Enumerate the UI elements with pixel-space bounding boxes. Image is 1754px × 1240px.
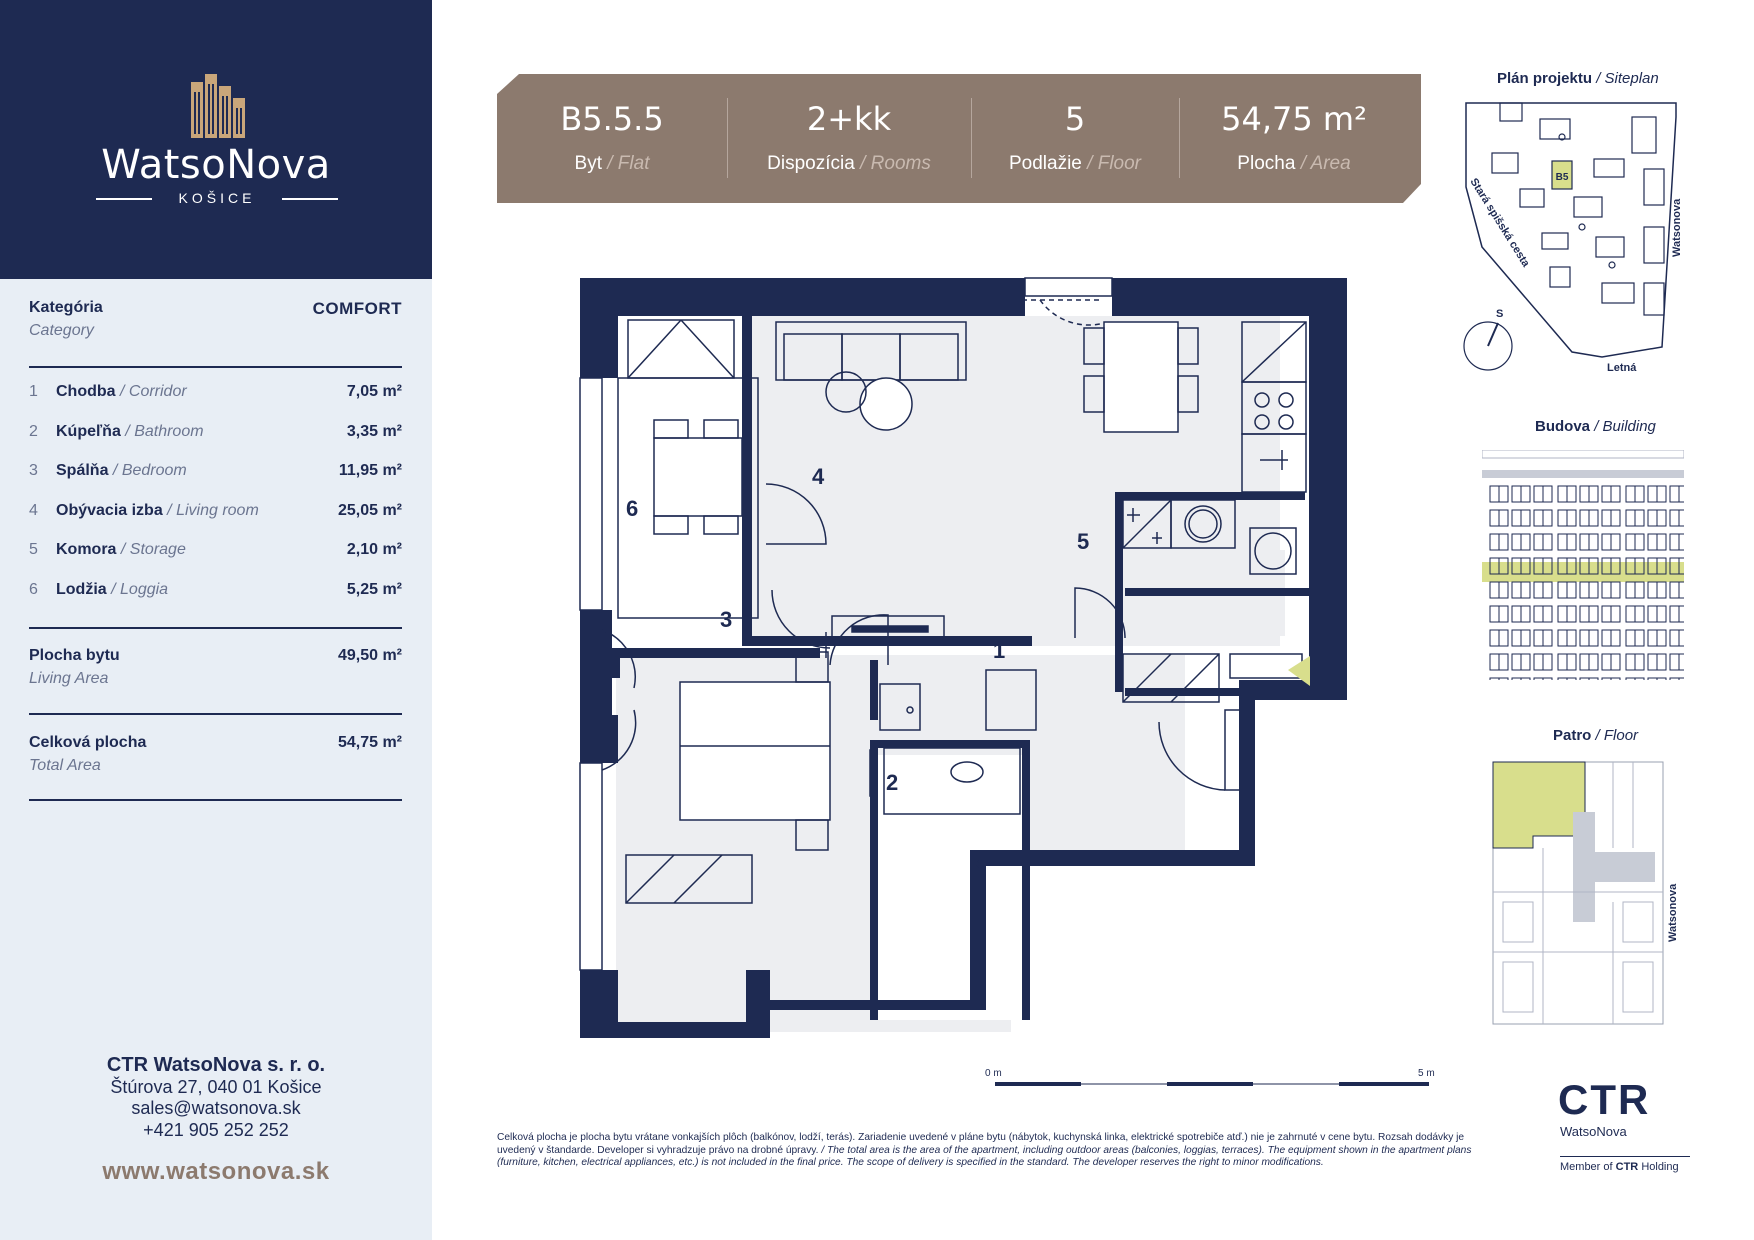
building-logo-icon	[185, 72, 251, 138]
room-name: Kúpeľňa	[56, 422, 121, 440]
living-area-value: 49,50 m²	[337, 647, 402, 664]
rooms-label-en: / Rooms	[860, 153, 931, 174]
compass-north: S	[1496, 308, 1504, 320]
ctr-subtitle: WatsoNova	[1560, 1124, 1627, 1139]
brand-name: WatsoNova	[101, 142, 331, 188]
room-row	[29, 383, 402, 423]
area-value: 54,75 m²	[1221, 100, 1367, 138]
divider	[29, 713, 402, 715]
category-label-en: Category	[29, 322, 94, 339]
ctr-member-logo: CTR	[1615, 1161, 1639, 1173]
category-label: Kategória	[29, 299, 103, 316]
room-area: 2,10 m²	[346, 541, 402, 559]
total-area-value: 54,75 m²	[337, 734, 402, 751]
website-link[interactable]: www.watsonova.sk	[102, 1158, 330, 1185]
banner-flat	[497, 74, 727, 203]
company-phone[interactable]: +421 905 252 252	[143, 1119, 289, 1140]
floorplate-flat-highlight	[1493, 762, 1585, 848]
room-number: 3	[29, 462, 38, 480]
flat-label: Byt	[574, 153, 602, 174]
brand-city: KOŠICE	[96, 190, 338, 208]
building-elevation	[1482, 450, 1684, 680]
room-row	[29, 502, 402, 542]
flat-code: B5.5.5	[560, 100, 664, 138]
logo-panel	[0, 0, 432, 279]
ctr-member	[1560, 1161, 1679, 1173]
room-number: 2	[29, 422, 38, 440]
divider	[29, 799, 402, 801]
disclaimer-text	[497, 1132, 1477, 1170]
room-name: Spálňa	[56, 462, 109, 480]
room-label-5: 5	[1077, 529, 1090, 554]
company-name: CTR WatsoNova s. r. o.	[106, 1054, 326, 1076]
divider	[29, 366, 402, 368]
siteplan-street-left: Stará spišská cesta	[1467, 176, 1532, 270]
floor-plan	[570, 270, 1350, 1040]
room-area: 3,35 m²	[346, 422, 402, 440]
flat-summary-banner	[497, 74, 1421, 203]
ctr-logo	[1558, 1080, 1698, 1120]
floor-value: 5	[1064, 100, 1086, 138]
company-address: Štúrova 27, 040 01 Košice	[110, 1076, 322, 1097]
ctr-logo-text: CTR	[1558, 1080, 1651, 1120]
floorplate-title-en: / Floor	[1595, 727, 1639, 744]
room-name-en: / Loggia	[111, 580, 169, 598]
room-name: Komora	[56, 541, 117, 559]
disclaimer-en: / The total area is the area of the apartment, including outdoor areas (balconies, loggias, terraces). The equipment shown in the apartment plans (furniture, kitchen, electrical appliances, etc.) is not included in the final price. The scope of delivery is specified in the standard. The developer reserves the right to minor modifications.	[497, 1144, 1472, 1168]
room-name-en: / Corridor	[120, 383, 187, 400]
room-label-4: 4	[812, 464, 825, 489]
divider	[29, 627, 402, 629]
room-name: Obývacia izba	[56, 501, 163, 519]
room-list	[29, 383, 402, 621]
room-row	[29, 581, 402, 621]
plan-floors	[616, 316, 1285, 1032]
room-label-6: 6	[626, 496, 639, 521]
disclaimer-sk: Celková plocha je plocha bytu vrátane vonkajších plôch (balkónov, lodží, terás). Zariadenie uvedené v pláne bytu (nábytok, kuchynská linka, elektrické spotrebiče atď.) nie je zahrnuté v cene bytu. Rozsah dodávky je uvedený v štandarde. Developer si vyhradzuje právo na drobné úpravy.	[497, 1132, 1465, 1156]
living-area-label: Plocha bytu	[29, 647, 120, 664]
room-area: 25,05 m²	[337, 501, 402, 519]
siteplan-map	[1462, 97, 1688, 377]
area-label: Plocha	[1237, 153, 1296, 174]
siteplan-title-text: Plán projektu	[1497, 70, 1593, 87]
total-area-row	[29, 734, 402, 775]
room-name: Chodba	[56, 383, 116, 400]
banner-floor	[971, 74, 1179, 203]
scale-start: 0 m	[985, 1068, 1002, 1079]
floor-label-en: / Floor	[1087, 153, 1142, 174]
rooms-value: 2+kk	[806, 100, 892, 138]
rooms-label: Dispozícia	[767, 153, 855, 174]
siteplan-title-en: / Siteplan	[1596, 70, 1659, 87]
room-label-1: 1	[993, 638, 1006, 663]
room-area: 5,25 m²	[346, 580, 402, 598]
room-row	[29, 423, 402, 463]
category-row	[29, 299, 402, 340]
room-name-en: / Storage	[120, 541, 186, 559]
room-name-en: / Bathroom	[125, 422, 204, 440]
room-number: 5	[29, 541, 38, 559]
room-name-en: / Bedroom	[112, 462, 187, 480]
banner-rooms	[727, 74, 971, 203]
siteplan-title	[1497, 70, 1659, 87]
room-row	[29, 462, 402, 502]
floorplate-title-text: Patro	[1553, 727, 1592, 744]
living-area-row	[29, 647, 402, 688]
company-email[interactable]: sales@watsonova.sk	[131, 1098, 301, 1118]
siteplan-street-right: Watsonova	[1671, 198, 1683, 257]
total-area-label: Celková plocha	[29, 734, 147, 751]
flat-label-en: / Flat	[607, 153, 650, 174]
building-parapet	[1482, 470, 1684, 478]
room-number: 4	[29, 501, 38, 519]
info-sidebar	[0, 0, 432, 1240]
category-value: COMFORT	[312, 299, 402, 318]
scale-end: 5 m	[1418, 1068, 1435, 1079]
room-name: Lodžia	[56, 580, 107, 598]
siteplan-street-bottom: Letná	[1607, 362, 1637, 374]
room-area: 11,95 m²	[338, 462, 402, 480]
building-title-text: Budova	[1535, 418, 1591, 435]
floorplate-title	[1553, 727, 1638, 744]
floorplate-map	[1473, 752, 1683, 1028]
banner-area	[1179, 74, 1409, 203]
floor-label: Podlažie	[1008, 153, 1082, 174]
company-contact	[0, 1055, 432, 1141]
living-area-label-en: Living Area	[29, 670, 109, 687]
floorplate-street: Watsonova	[1667, 883, 1679, 942]
room-number: 6	[29, 580, 38, 598]
ctr-member-prefix: Member of	[1560, 1161, 1613, 1173]
total-area-label-en: Total Area	[29, 757, 101, 774]
room-row	[29, 541, 402, 581]
building-title-en: / Building	[1594, 418, 1656, 435]
room-area: 7,05 m²	[346, 383, 402, 400]
room-label-3: 3	[720, 607, 733, 632]
ctr-divider	[1560, 1156, 1690, 1157]
room-number: 1	[29, 383, 38, 400]
siteplan-building-tag: B5	[1555, 172, 1569, 183]
floorplate-core	[1573, 812, 1595, 922]
room-label-2: 2	[886, 770, 899, 795]
scale-bar	[985, 1066, 1435, 1090]
ctr-member-suffix: Holding	[1641, 1161, 1679, 1173]
building-title	[1535, 418, 1656, 435]
room-name-en: / Living room	[167, 501, 259, 519]
area-label-en: / Area	[1300, 153, 1351, 174]
